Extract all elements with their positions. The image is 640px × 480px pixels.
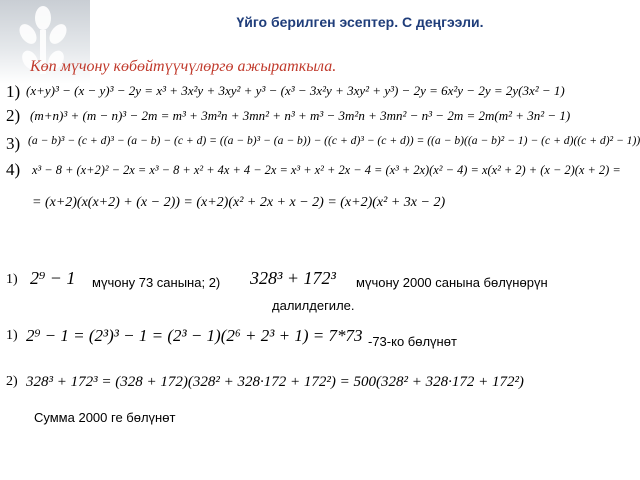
task2-expression-2: 328³ + 172³ <box>250 268 336 288</box>
solution1-number: 1) <box>6 328 18 343</box>
equation-3: (a − b)³ − (c + d)³ − (a − b) − (c + d) = ((a − b)³ − (a − b)) − ((c + d)³ − (c + d)) = ((a − b)((a − b)² − 1) − (c + d)((c + d)² − 1)) <box>28 134 640 147</box>
item-number: 3) <box>6 134 21 153</box>
page-title: Үйго берилген эсептер. С деңгээли. <box>236 14 484 30</box>
solution2-expression: 328³ + 172³ = (328 + 172)(328² + 328·172 + 172²) = 500(328² + 328·172 + 172²) <box>26 374 524 390</box>
solution1-note: -73-ко бөлүнөт <box>368 334 457 349</box>
task-heading: Көп мүчону көбөйтүүчүлөргө ажыраткыла. <box>30 58 337 75</box>
task2-text-3: далилдегиле. <box>272 298 355 313</box>
solution2-number: 2) <box>6 374 18 389</box>
equation-1: (x+y)³ − (x − y)³ − 2y = x³ + 3x²y + 3xy² + y³ − (x³ − 3x²y + 3xy² + y³) − 2y = 6x²y − 2y = 2y(3x² − 1) <box>26 83 565 98</box>
item-number: 4) <box>6 160 21 179</box>
task2-number: 1) <box>6 272 18 287</box>
item-number: 2) <box>6 106 21 125</box>
equation-4: x³ − 8 + (x+2)² − 2x = x³ − 8 + x² + 4x + 4 − 2x = x³ + x² + 2x − 4 = (x³ + 2x)(x² − 4) = x(x² + 2) + (x − 2)(x + 2) = <box>32 163 621 177</box>
solution1-expression: 2⁹ − 1 = (2³)³ − 1 = (2³ − 1)(2⁶ + 2³ + 1) = 7*73 <box>26 326 363 345</box>
task2-expression-1: 2⁹ − 1 <box>30 268 76 288</box>
equation-2: (m+n)³ + (m − n)³ − 2m = m³ + 3m²n + 3mn² + n³ + m³ − 3m²n + 3mn² − n³ − 2m = 2m(m² + 3n² − 1) <box>30 108 571 123</box>
item-number: 1) <box>6 82 21 101</box>
task2-text-2: мүчону 2000 санына бөлүнөрүн <box>356 275 548 290</box>
solution2-note: Сумма 2000 ге бөлүнөт <box>34 410 176 425</box>
equation-4-continued: = (x+2)(x(x+2) + (x − 2)) = (x+2)(x² + 2x + x − 2) = (x+2)(x² + 3x − 2) <box>32 195 446 210</box>
task2-text-1: мүчону 73 санына; 2) <box>92 275 221 290</box>
